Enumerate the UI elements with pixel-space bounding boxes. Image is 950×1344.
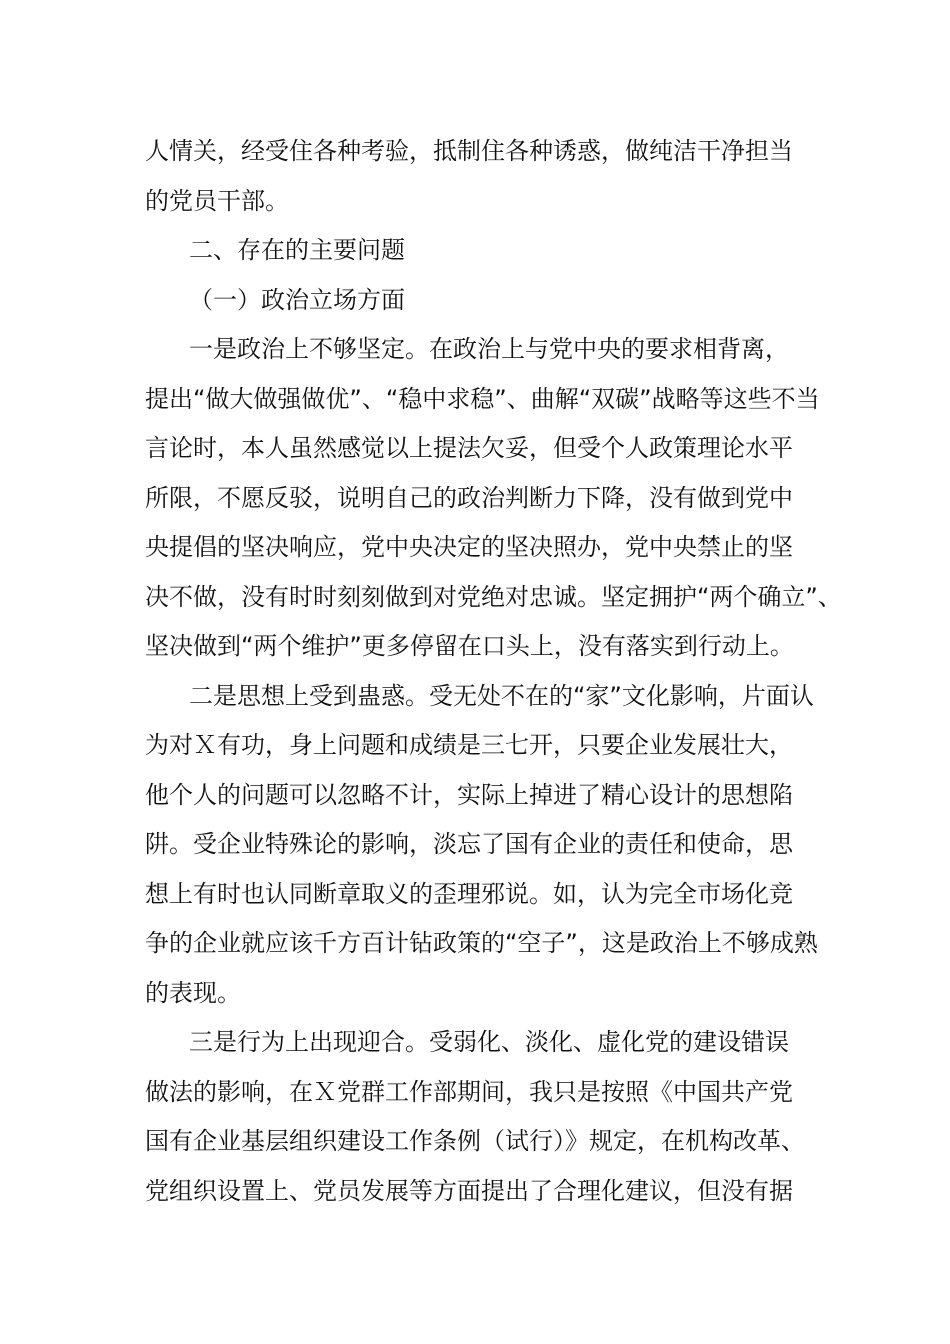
paragraph-first-line: 三是行为上出现迎合。受弱化、淡化、虚化党的建设错误 — [189, 1028, 789, 1056]
body-line: 阱。受企业特殊论的影响，淡忘了国有企业的责任和使命，思 — [145, 830, 793, 858]
subsection-heading: （一）政治立场方面 — [189, 285, 405, 314]
body-line: 坚决做到“两个维护”更多停留在口头上，没有落实到行动上。 — [145, 632, 794, 660]
body-line: 人情关，经受住各种考验，抵制住各种诱惑，做纯洁干净担当 — [145, 137, 793, 165]
body-line: 做法的影响，在Ｘ党群工作部期间，我只是按照《中国共产党 — [145, 1077, 793, 1106]
body-line: 所限，不愿反驳，说明自己的政治判断力下降，没有做到党中 — [145, 483, 793, 512]
body-line: 提出“做大做强做优”、“稳中求稳”、曲解“双碳”战略等这些不当 — [145, 384, 820, 413]
paragraph-first-line: 二是思想上受到蛊惑。受无处不在的“家”文化影响，片面认 — [189, 681, 814, 710]
body-line: 争的企业就应该千方百计钻政策的“空子”，这是政治上不够成熟 — [145, 929, 818, 957]
body-line: 党组织设置上、党员发展等方面提出了合理化建议，但没有据 — [145, 1176, 793, 1205]
body-line: 国有企业基层组织建设工作条例（试行）》规定，在机构改革、 — [145, 1127, 805, 1155]
paragraph-first-line: 一是政治上不够坚定。在政治上与党中央的要求相背离， — [189, 335, 789, 363]
body-line: 的表现。 — [145, 978, 241, 1007]
body-line: 的党员干部。 — [145, 186, 289, 215]
document-body — [145, 128, 842, 1217]
body-line: 决不做，没有时时刻刻做到对党绝对忠诚。坚定拥护“两个确立”、 — [145, 582, 842, 611]
body-line: 他个人的问题可以忽略不计，实际上掉进了精心设计的思想陷 — [145, 780, 793, 809]
body-line: 想上有时也认同断章取义的歪理邪说。如，认为完全市场化竞 — [145, 879, 793, 908]
body-line: 为对Ｘ有功，身上问题和成绩是三七开，只要企业发展壮大， — [145, 731, 793, 759]
section-heading: 二、存在的主要问题 — [189, 236, 405, 264]
body-line: 央提倡的坚决响应，党中央决定的坚决照办，党中央禁止的坚 — [145, 533, 793, 561]
body-line: 言论时，本人虽然感觉以上提法欠妥，但受个人政策理论水平 — [145, 434, 793, 462]
